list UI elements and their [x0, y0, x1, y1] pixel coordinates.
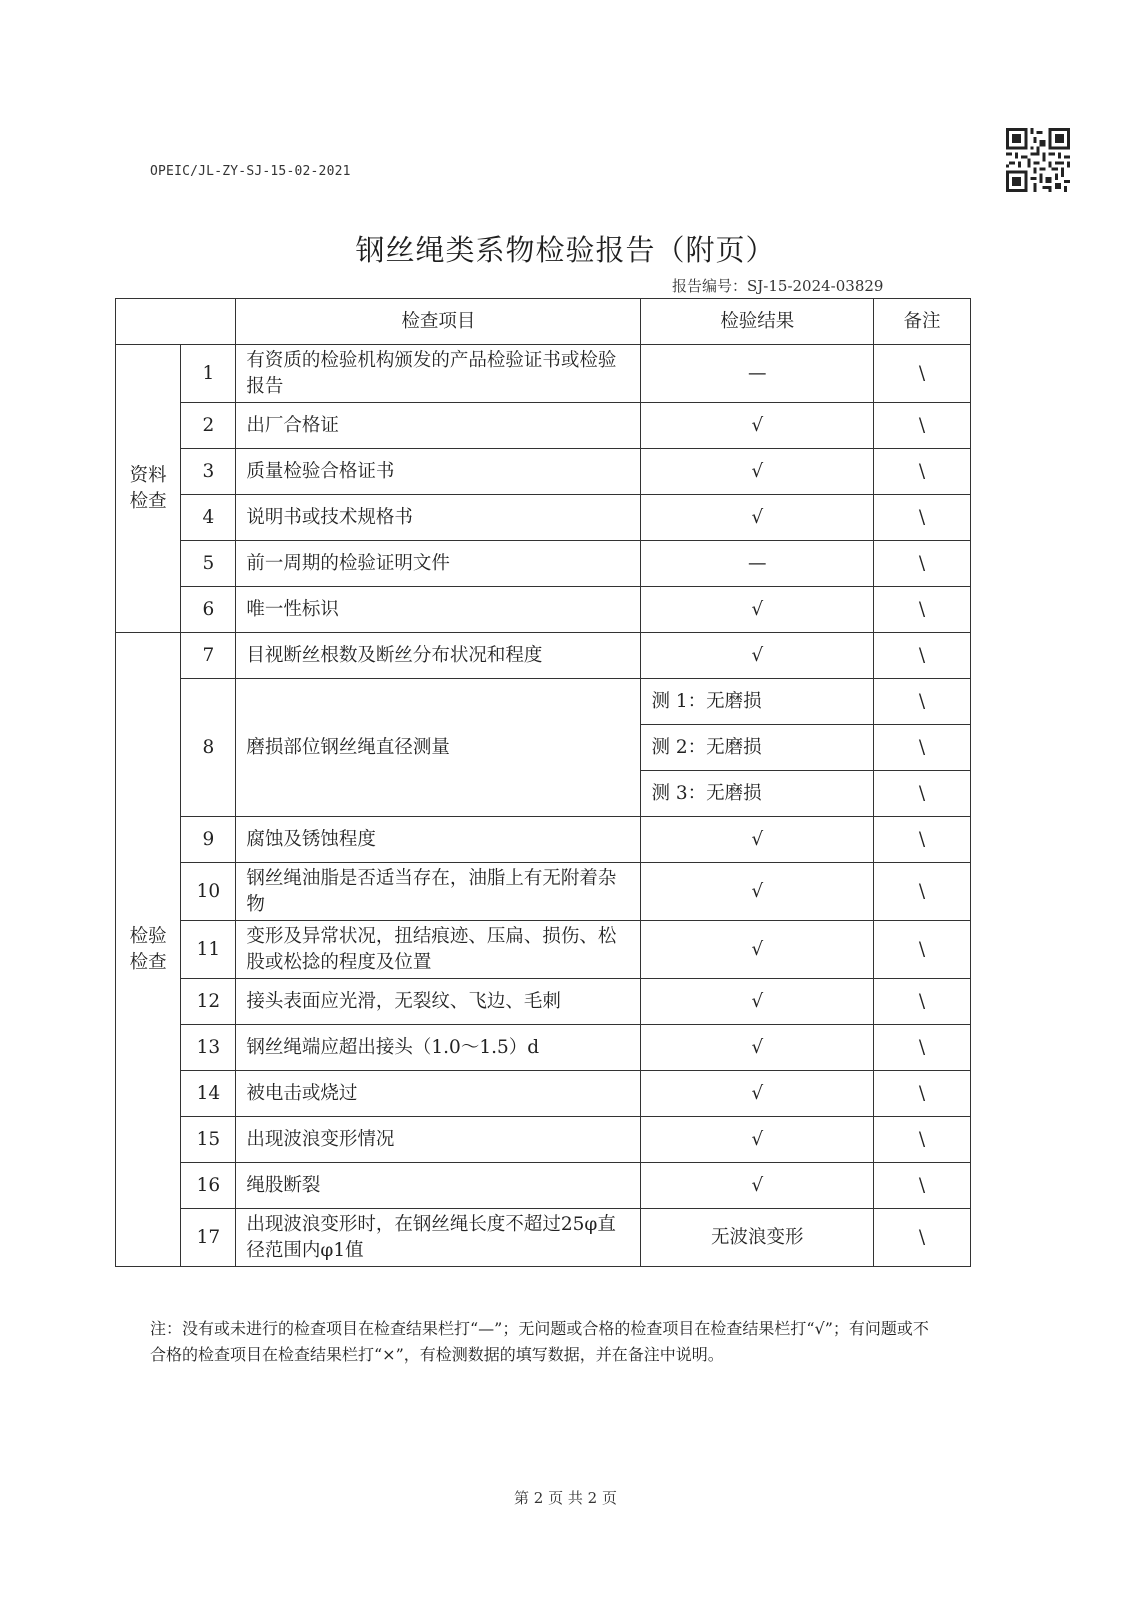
footnote: 注：没有或未进行的检查项目在检查结果栏打“—”；无问题或合格的检查项目在检查结果栏打“√”；有问题或不合格的检查项目在检查结果栏打“×”，有检测数据的填写数据，并在备注中说明。: [150, 1319, 929, 1364]
row-item: 有资质的检验机构颁发的产品检验证书或检验报告: [236, 345, 641, 403]
row-result: 测 1：无磨损: [641, 679, 874, 725]
row-remark: \: [874, 725, 971, 771]
row-result: √: [641, 587, 874, 633]
row-result: √: [641, 863, 874, 921]
row-item: 出现波浪变形时，在钢丝绳长度不超过25φ直径范围内φ1值: [236, 1209, 641, 1267]
row-remark: \: [874, 541, 971, 587]
header-blank-cell: [116, 299, 236, 345]
table-row: [116, 1117, 971, 1163]
table-row: [116, 1025, 971, 1071]
table-row: [116, 345, 971, 403]
row-result: √: [641, 1071, 874, 1117]
row-remark: \: [874, 345, 971, 403]
row-remark: \: [874, 771, 971, 817]
row-result: √: [641, 495, 874, 541]
row-number: 13: [181, 1025, 236, 1071]
row-remark: \: [874, 1163, 971, 1209]
row-remark: \: [874, 1209, 971, 1267]
row-item: 质量检验合格证书: [236, 449, 641, 495]
row-number: 10: [181, 863, 236, 921]
row-remark: \: [874, 495, 971, 541]
header-remark: 备注: [874, 299, 971, 345]
row-remark: \: [874, 449, 971, 495]
row-result: √: [641, 633, 874, 679]
row-item: 变形及异常状况，扭结痕迹、压扁、损伤、松股或松捻的程度及位置: [236, 921, 641, 979]
row-remark: \: [874, 633, 971, 679]
table-row: [116, 633, 971, 679]
row-number: 8: [181, 679, 236, 817]
table-row: [116, 495, 971, 541]
header-item: 检查项目: [236, 299, 641, 345]
table-row: [116, 587, 971, 633]
row-item: 被电击或烧过: [236, 1071, 641, 1117]
qr-code-icon: [1006, 128, 1070, 192]
page-number: 第 2 页 共 2 页: [514, 1489, 617, 1507]
row-result: 测 2：无磨损: [641, 725, 874, 771]
table-row: [116, 541, 971, 587]
row-result: —: [641, 541, 874, 587]
row-number: 3: [181, 449, 236, 495]
row-remark: \: [874, 679, 971, 725]
row-result: √: [641, 817, 874, 863]
row-item: 出现波浪变形情况: [236, 1117, 641, 1163]
row-remark: \: [874, 921, 971, 979]
row-remark: \: [874, 863, 971, 921]
row-item: 绳股断裂: [236, 1163, 641, 1209]
table-row: [116, 403, 971, 449]
row-item: 钢丝绳油脂是否适当存在，油脂上有无附着杂物: [236, 863, 641, 921]
row-item: 腐蚀及锈蚀程度: [236, 817, 641, 863]
row-number: 7: [181, 633, 236, 679]
category-inspection: 检验 检查: [116, 633, 181, 1267]
row-item: 钢丝绳端应超出接头（1.0～1.5）d: [236, 1025, 641, 1071]
table-row: [116, 1071, 971, 1117]
row-result: √: [641, 921, 874, 979]
table-row: [116, 449, 971, 495]
row-item: 唯一性标识: [236, 587, 641, 633]
row-number: 17: [181, 1209, 236, 1267]
row-number: 16: [181, 1163, 236, 1209]
table-row: [116, 817, 971, 863]
row-number: 5: [181, 541, 236, 587]
row-result: √: [641, 1163, 874, 1209]
table-row: [116, 863, 971, 921]
row-item: 出厂合格证: [236, 403, 641, 449]
header-result: 检验结果: [641, 299, 874, 345]
row-item: 磨损部位钢丝绳直径测量: [236, 679, 641, 817]
row-remark: \: [874, 1025, 971, 1071]
table-row: [116, 921, 971, 979]
table-row: [116, 1209, 971, 1267]
row-number: 2: [181, 403, 236, 449]
table-row: [116, 979, 971, 1025]
inspection-table: [115, 298, 971, 1267]
row-number: 14: [181, 1071, 236, 1117]
row-result: √: [641, 979, 874, 1025]
row-remark: \: [874, 817, 971, 863]
table-row: [116, 679, 971, 725]
row-remark: \: [874, 587, 971, 633]
row-result: 测 3：无磨损: [641, 771, 874, 817]
row-result: —: [641, 345, 874, 403]
row-remark: \: [874, 979, 971, 1025]
row-item: 前一周期的检验证明文件: [236, 541, 641, 587]
row-result: √: [641, 1025, 874, 1071]
row-number: 1: [181, 345, 236, 403]
row-result: √: [641, 403, 874, 449]
row-result: √: [641, 1117, 874, 1163]
row-remark: \: [874, 1117, 971, 1163]
row-result: √: [641, 449, 874, 495]
row-item: 接头表面应光滑，无裂纹、飞边、毛刺: [236, 979, 641, 1025]
row-remark: \: [874, 1071, 971, 1117]
row-remark: \: [874, 403, 971, 449]
row-result: 无波浪变形: [641, 1209, 874, 1267]
row-number: 12: [181, 979, 236, 1025]
report-number: 报告编号：SJ-15-2024-03829: [672, 277, 884, 295]
document-code: OPEIC/JL-ZY-SJ-15-02-2021: [150, 164, 351, 179]
table-header-row: [116, 299, 971, 345]
row-number: 9: [181, 817, 236, 863]
row-item: 目视断丝根数及断丝分布状况和程度: [236, 633, 641, 679]
row-number: 6: [181, 587, 236, 633]
row-number: 11: [181, 921, 236, 979]
category-documents: 资料 检查: [116, 345, 181, 633]
row-number: 4: [181, 495, 236, 541]
table-row: [116, 1163, 971, 1209]
row-number: 15: [181, 1117, 236, 1163]
row-item: 说明书或技术规格书: [236, 495, 641, 541]
report-title: 钢丝绳类系物检验报告（附页）: [355, 233, 776, 267]
